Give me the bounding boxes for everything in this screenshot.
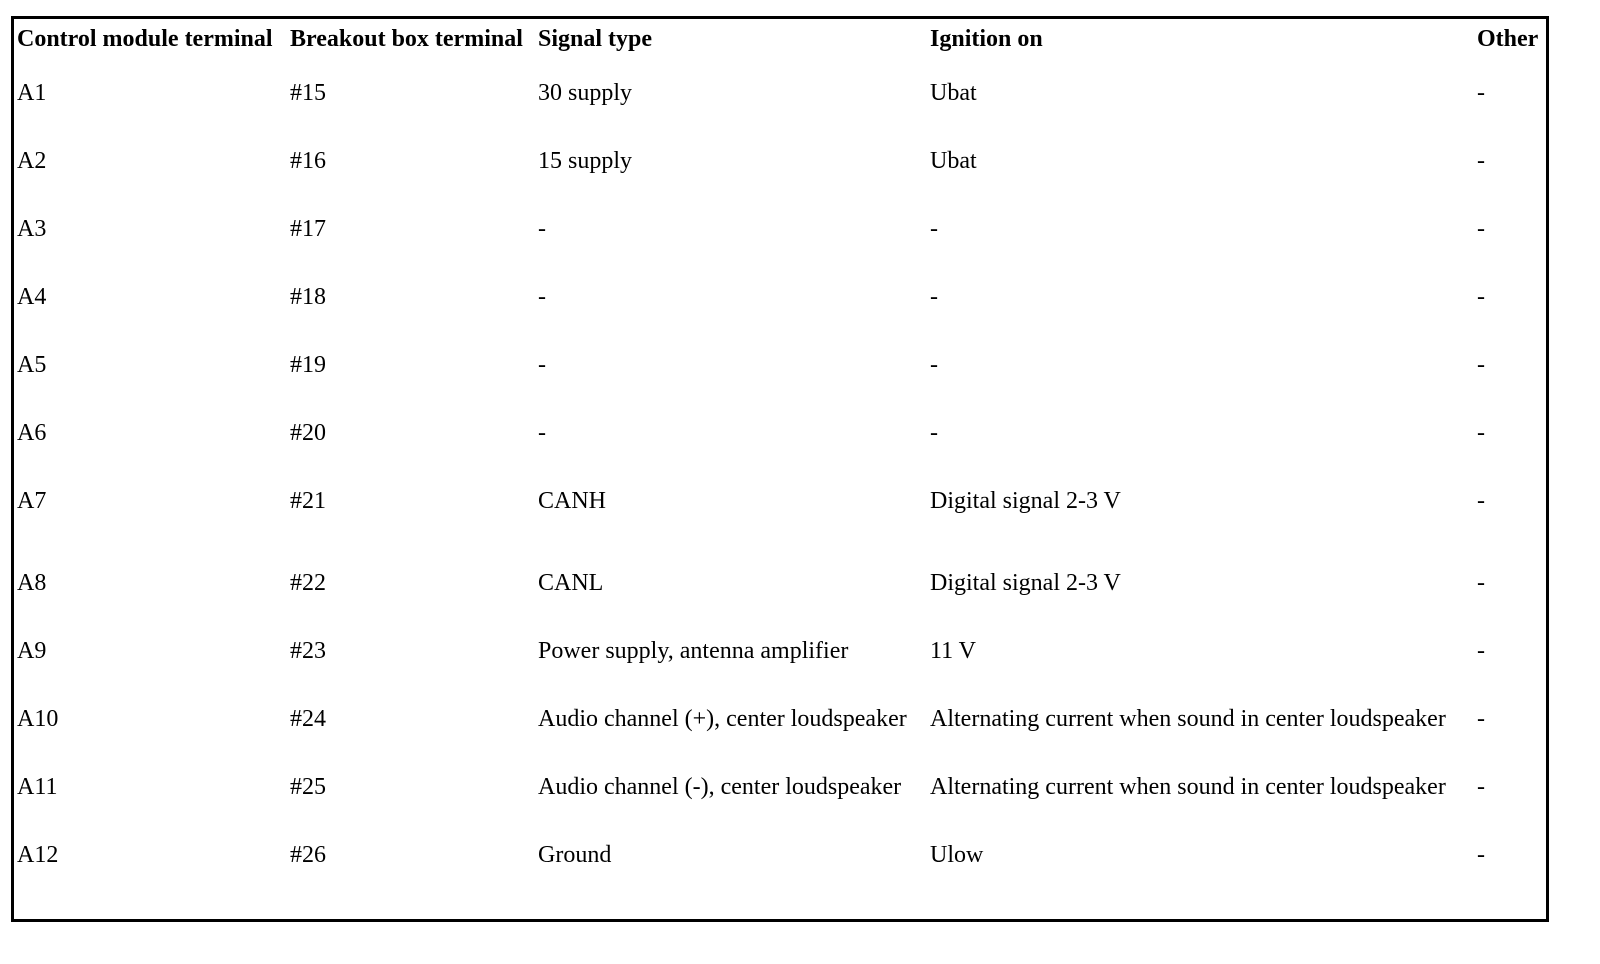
- cell-other: -: [1477, 638, 1485, 664]
- cell-ignition-on: Ubat: [930, 80, 977, 106]
- cell-ignition-on: -: [930, 420, 938, 446]
- cell-signal-type: -: [538, 420, 546, 446]
- cell-ignition-on: Digital signal 2-3 V: [930, 570, 1121, 596]
- header-other: Other: [1477, 26, 1539, 52]
- table-row: [14, 331, 1546, 399]
- cell-signal-type: Power supply, antenna amplifier: [538, 638, 849, 664]
- cell-breakout-box-terminal: #26: [290, 842, 326, 868]
- cell-other: -: [1477, 570, 1485, 596]
- cell-signal-type: Ground: [538, 842, 612, 868]
- cell-breakout-box-terminal: #25: [290, 774, 326, 800]
- cell-control-module-terminal: A3: [17, 216, 47, 242]
- cell-signal-type: CANL: [538, 570, 604, 596]
- cell-signal-type: 15 supply: [538, 148, 633, 174]
- cell-other: -: [1477, 352, 1485, 378]
- cell-control-module-terminal: A2: [17, 148, 47, 174]
- cell-ignition-on: Digital signal 2-3 V: [930, 488, 1121, 514]
- cell-ignition-on: Alternating current when sound in center loudspeaker: [930, 706, 1446, 732]
- cell-control-module-terminal: A8: [17, 570, 47, 596]
- cell-control-module-terminal: A9: [17, 638, 47, 664]
- cell-breakout-box-terminal: #24: [290, 706, 326, 732]
- cell-other: -: [1477, 216, 1485, 242]
- table-header-row: [14, 19, 1546, 59]
- cell-other: -: [1477, 80, 1485, 106]
- cell-other: -: [1477, 284, 1485, 310]
- table-row: [14, 685, 1546, 753]
- cell-breakout-box-terminal: #23: [290, 638, 326, 664]
- cell-other: -: [1477, 706, 1485, 732]
- cell-control-module-terminal: A4: [17, 284, 47, 310]
- cell-breakout-box-terminal: #22: [290, 570, 326, 596]
- table-row: [14, 821, 1546, 889]
- cell-ignition-on: Ulow: [930, 842, 984, 868]
- cell-control-module-terminal: A6: [17, 420, 47, 446]
- header-signal-type: Signal type: [538, 26, 653, 52]
- cell-ignition-on: -: [930, 284, 938, 310]
- table-row: [14, 59, 1546, 127]
- header-breakout-box-terminal: Breakout box terminal: [290, 26, 523, 52]
- cell-ignition-on: 11 V: [930, 638, 977, 664]
- cell-ignition-on: Alternating current when sound in center loudspeaker: [930, 774, 1446, 800]
- cell-signal-type: Audio channel (-), center loudspeaker: [538, 774, 902, 800]
- cell-ignition-on: -: [930, 216, 938, 242]
- table-row: [14, 263, 1546, 331]
- cell-signal-type: -: [538, 352, 546, 378]
- cell-ignition-on: Ubat: [930, 148, 977, 174]
- cell-control-module-terminal: A11: [17, 774, 58, 800]
- cell-breakout-box-terminal: #18: [290, 284, 326, 310]
- terminal-table: [14, 19, 1546, 889]
- table-row: [14, 467, 1546, 549]
- cell-signal-type: 30 supply: [538, 80, 633, 106]
- cell-breakout-box-terminal: #21: [290, 488, 326, 514]
- table-row: [14, 549, 1546, 617]
- table-row: [14, 753, 1546, 821]
- cell-other: -: [1477, 488, 1485, 514]
- cell-signal-type: -: [538, 284, 546, 310]
- cell-breakout-box-terminal: #19: [290, 352, 326, 378]
- table-row: [14, 127, 1546, 195]
- cell-ignition-on: -: [930, 352, 938, 378]
- cell-breakout-box-terminal: #17: [290, 216, 326, 242]
- header-control-module-terminal: Control module terminal: [17, 26, 273, 52]
- cell-control-module-terminal: A12: [17, 842, 59, 868]
- cell-control-module-terminal: A7: [17, 488, 47, 514]
- cell-other: -: [1477, 420, 1485, 446]
- table-row: [14, 195, 1546, 263]
- table-row: [14, 399, 1546, 467]
- cell-breakout-box-terminal: #16: [290, 148, 326, 174]
- cell-other: -: [1477, 774, 1485, 800]
- cell-breakout-box-terminal: #20: [290, 420, 326, 446]
- cell-other: -: [1477, 842, 1485, 868]
- cell-breakout-box-terminal: #15: [290, 80, 326, 106]
- cell-control-module-terminal: A10: [17, 706, 59, 732]
- header-ignition-on: Ignition on: [930, 26, 1043, 52]
- cell-signal-type: -: [538, 216, 546, 242]
- table-row: [14, 617, 1546, 685]
- cell-control-module-terminal: A5: [17, 352, 47, 378]
- terminal-table-frame: [11, 16, 1549, 922]
- cell-signal-type: CANH: [538, 488, 607, 514]
- cell-signal-type: Audio channel (+), center loudspeaker: [538, 706, 907, 732]
- cell-control-module-terminal: A1: [17, 80, 47, 106]
- cell-other: -: [1477, 148, 1485, 174]
